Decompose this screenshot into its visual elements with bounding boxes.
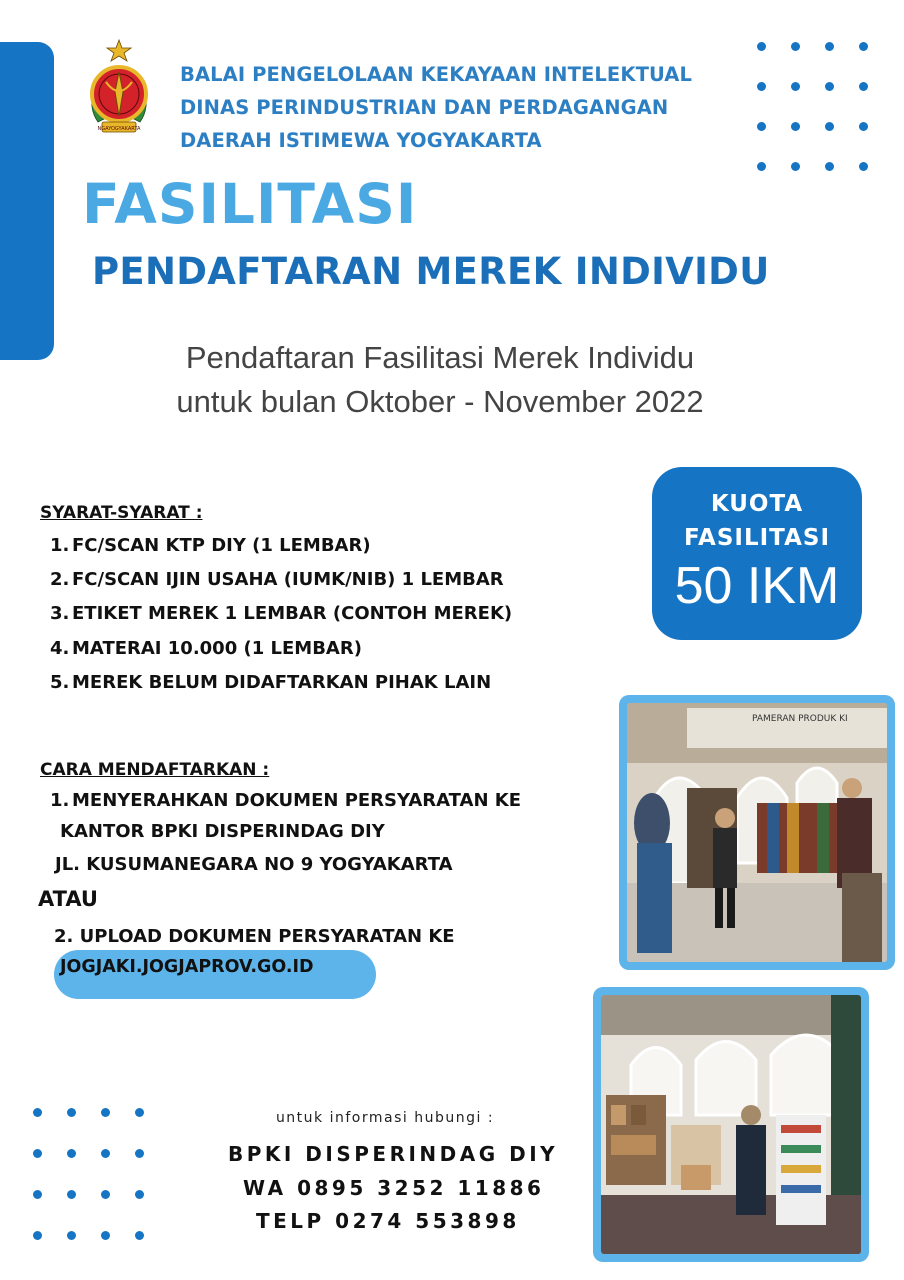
exhibition-photo-1-image [627,703,887,962]
contact-telephone: TELP 0274 553898 [256,1209,520,1233]
requirement-text: ETIKET MEREK 1 LEMBAR (CONTOH MEREK) [72,603,513,624]
quota-badge [652,467,862,640]
quota-label-2: FASILITASI [683,525,831,551]
requirement-text: MEREK BELUM DIDAFTARKAN PIHAK LAIN [72,672,492,693]
org-line-3: DAERAH ISTIMEWA YOGYAKARTA [180,129,542,152]
step-1-text: MENYERAHKAN DOKUMEN PERSYARATAN KE [72,790,522,811]
requirement-number: 1. [50,535,70,556]
exhibition-photo-1 [619,695,895,970]
requirement-item [50,535,371,556]
quota-value: 50 IKM [674,557,840,615]
or-separator: ATAU [38,887,98,911]
subtitle [0,336,880,424]
org-line-2: DINAS PERINDUSTRIAN DAN PERDAGANGAN [180,96,669,119]
requirement-item [50,603,512,624]
booth-sign-text: PAMERAN PRODUK KI [752,714,848,724]
logo-banner-text: NGAYOGYAKARTA [97,126,141,132]
contact-intro: untuk informasi hubungi : [275,1110,495,1126]
step-1-line-3: JL. KUSUMANEGARA NO 9 YOGYAKARTA [55,854,453,875]
title-pendaftaran-merek: PENDAFTARAN MEREK INDIVIDU [92,250,770,293]
yogyakarta-emblem-logo [80,38,158,142]
contact-whatsapp: WA 0895 3252 11886 [243,1176,545,1200]
subtitle-line-2: untuk bulan Oktober - November 2022 [176,384,704,419]
requirement-number: 5. [50,672,70,693]
requirement-text: FC/SCAN KTP DIY (1 LEMBAR) [72,535,371,556]
requirement-item [50,569,504,590]
step-2-text: 2. UPLOAD DOKUMEN PERSYARATAN KE [54,926,455,947]
dot-pattern-top-right [757,42,868,171]
title-fasilitasi: FASILITASI [82,172,418,236]
requirement-text: FC/SCAN IJIN USAHA (IUMK/NIB) 1 LEMBAR [72,569,504,590]
registration-heading: CARA MENDAFTARKAN : [40,760,270,780]
org-line-1: BALAI PENGELOLAAN KEKAYAAN INTELEKTUAL [180,63,693,86]
dot-pattern-bottom-left [33,1108,144,1240]
requirements-heading: SYARAT-SYARAT : [40,503,203,523]
requirement-item [50,672,491,693]
requirement-item [50,638,362,659]
organization-name [180,58,692,157]
quota-label-1: KUOTA [710,491,804,517]
step-1-line-2: KANTOR BPKI DISPERINDAG DIY [60,821,385,842]
subtitle-line-1: Pendaftaran Fasilitasi Merek Individu [185,340,695,375]
requirement-number: 4. [50,638,70,659]
side-accent-bar [0,42,54,360]
requirement-number: 2. [50,569,70,590]
requirement-number: 3. [50,603,70,624]
step-1-line-1 [50,790,521,811]
requirement-text: MATERAI 10.000 (1 LEMBAR) [72,638,362,659]
website-link[interactable]: JOGJAKI.JOGJAPROV.GO.ID [60,957,314,977]
contact-name: BPKI DISPERINDAG DIY [228,1142,559,1166]
step-1-number: 1. [50,790,70,811]
